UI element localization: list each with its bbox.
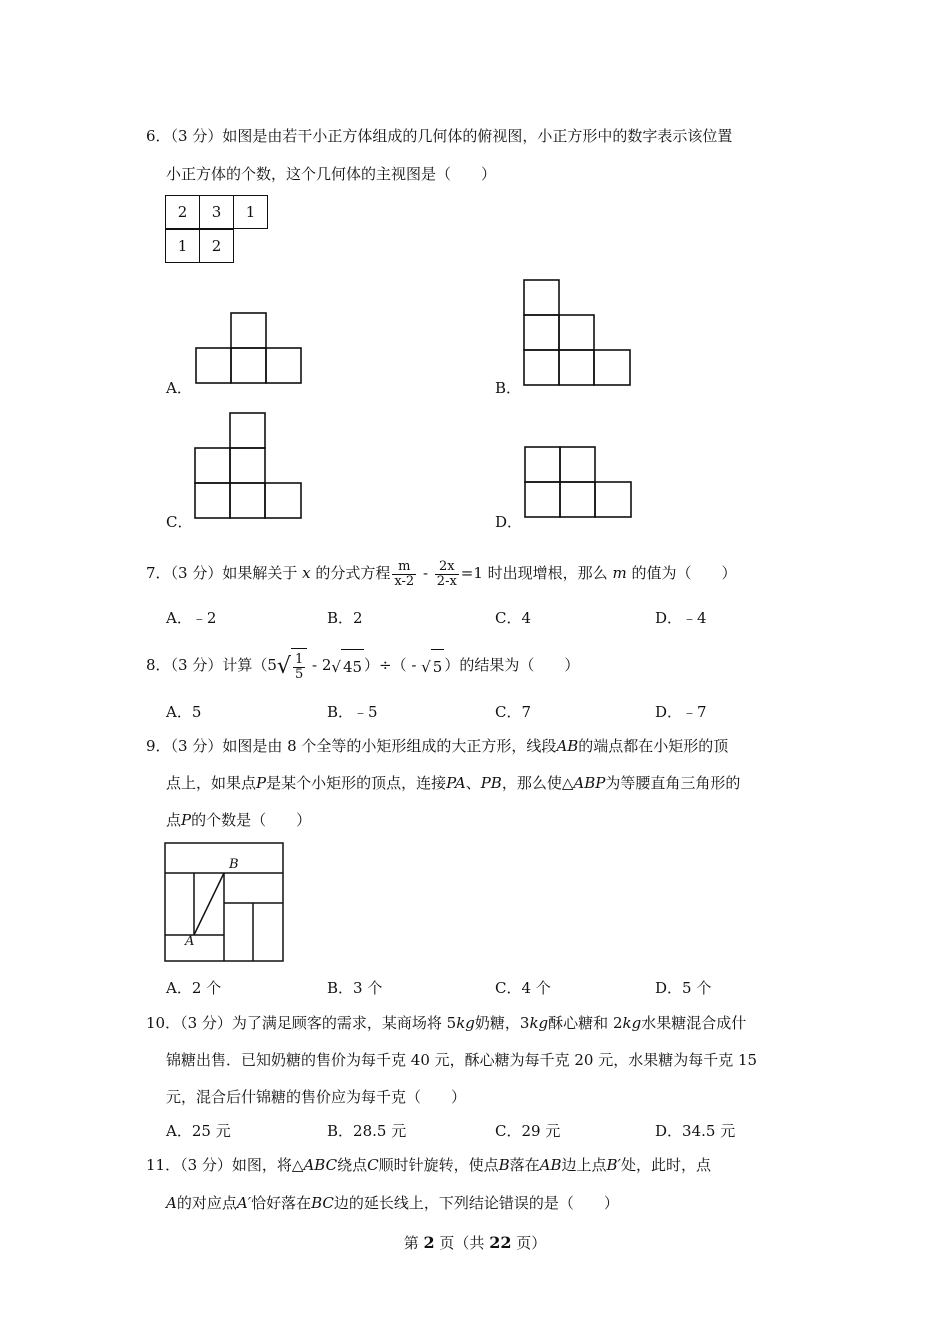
q9-text: 是某个小矩形的顶点，连接 (266, 774, 447, 792)
q6-option-d-label[interactable]: D． (495, 513, 523, 531)
q8-option-c[interactable]: C．7 (495, 703, 532, 721)
q7-text: 的分式方程 (315, 564, 391, 582)
radicand: 45 (341, 649, 364, 684)
q7-var-m: m (612, 564, 627, 582)
q8-sqrt-5: √ 5 (421, 649, 444, 684)
top-view-cell: 1 (233, 195, 268, 229)
q10-unit: kg (529, 1014, 549, 1032)
q10-line3: 元，混合后什锦糖的售价应为每千克（ ） (166, 1088, 467, 1106)
q7-text: 7．（3 分）如果解关于 (146, 564, 298, 582)
q11-text: 11．（3 分）如图，将△ (146, 1156, 304, 1174)
q7-fraction-2 (435, 560, 459, 589)
q10-option-d[interactable]: D．34.5 元 (655, 1122, 736, 1140)
q8-sqrt-45: √ 45 (331, 649, 364, 684)
q6-option-b-label[interactable]: B． (495, 379, 522, 397)
q11-text: 边的延长线上，下列结论错误的是（ ） (333, 1194, 619, 1212)
q9-text: 、 (465, 774, 481, 792)
q7-option-b[interactable]: B．2 (327, 609, 363, 627)
q7-text: 的值为（ ） (631, 564, 737, 582)
q11-line2 (166, 1193, 619, 1213)
q11-var: A (166, 1194, 177, 1212)
q7-text: =1 时出现增根，那么 (460, 564, 608, 582)
q9-var: P (181, 811, 192, 829)
q10-option-c[interactable]: C．29 元 (495, 1122, 561, 1140)
q8-option-a[interactable]: A．5 (166, 703, 202, 721)
q9-var: ABP (573, 774, 606, 792)
top-view-cell: 3 (199, 195, 234, 229)
q11-text: 边上点 (561, 1156, 607, 1174)
q11-text: 恰好落在 (251, 1194, 312, 1212)
q10-text: 水果糖混合成什 (641, 1014, 747, 1032)
q8-sqrt-fraction: √ $\frac{1}{5}$ (277, 648, 307, 684)
q9-var: AB (556, 737, 579, 755)
q8-option-b[interactable]: B．﹣5 (327, 703, 378, 721)
q9-var: P (256, 774, 267, 792)
radicand: 5 (431, 649, 445, 684)
q9-line1 (146, 736, 728, 756)
footer-page-number: 2 (423, 1233, 435, 1252)
q10-text: 10．（3 分）为了满足顾客的需求，某商场将 5 (146, 1014, 457, 1032)
q6-option-c-figure[interactable] (194, 412, 304, 520)
top-view-cell: 1 (165, 229, 200, 263)
q11-var: ABC (303, 1156, 338, 1174)
q7-option-d[interactable]: D．﹣4 (655, 609, 707, 627)
q9-option-a[interactable]: A．2 个 (166, 979, 222, 997)
q9-option-b[interactable]: B．3 个 (327, 979, 383, 997)
q6-option-d-figure[interactable] (524, 446, 634, 520)
q9-rectangle-figure (164, 842, 286, 964)
q8-option-d[interactable]: D．﹣7 (655, 703, 707, 721)
q10-line2: 锦糖出售．已知奶糖的售价为每千克 40 元，酥心糖为每千克 20 元，水果糖为每千克 15 (166, 1051, 758, 1069)
q6-option-c-label[interactable]: C． (166, 513, 193, 531)
top-view-cell: 2 (165, 195, 200, 229)
q9-line2 (166, 773, 740, 793)
q11-var: AB (539, 1156, 562, 1174)
q6-line2: 小正方体的个数，这个几何体的主视图是（ ） (166, 165, 497, 183)
q10-text: 酥心糖和 2 (548, 1014, 623, 1032)
footer-text: 第 (403, 1234, 424, 1252)
q8-text: ）÷（ - (364, 656, 422, 674)
q6-line1: 6．（3 分）如图是由若干小正方体组成的几何体的俯视图，小正方形中的数字表示该位置 (146, 127, 733, 145)
fraction-numerator: 1 (294, 651, 304, 667)
footer-text: 页（共 (434, 1234, 490, 1252)
page-footer (0, 1232, 950, 1253)
q7-var-x: x (302, 564, 311, 582)
q11-text: 落在 (509, 1156, 540, 1174)
fraction-denominator: 2-x (436, 573, 457, 589)
fraction-numerator: m (392, 560, 416, 575)
q11-text: 处，此时，点 (620, 1156, 711, 1174)
q11-text: 的对应点 (176, 1194, 237, 1212)
q8-line (146, 648, 579, 684)
q10-unit: kg (456, 1014, 475, 1032)
footer-total-pages: 22 (489, 1233, 512, 1252)
footer-text: 页） (511, 1234, 547, 1252)
q9-line3 (166, 810, 311, 830)
q9-var: PB (480, 774, 502, 792)
q11-text: 绕点 (337, 1156, 368, 1174)
top-view-cell: 2 (199, 229, 234, 263)
q9-var: PA (446, 774, 466, 792)
q9-text: ，那么使△ (501, 774, 574, 792)
q7-option-c[interactable]: C．4 (495, 609, 532, 627)
q11-var: B′ (606, 1156, 621, 1174)
q11-var: B (498, 1156, 510, 1174)
q9-point-b-label: B (229, 857, 239, 872)
q9-text: 9．（3 分）如图是由 8 个全等的小矩形组成的大正方形，线段 (146, 737, 557, 755)
q11-text: 顺时针旋转，使点 (378, 1156, 499, 1174)
q8-text: ）的结果为（ ） (444, 656, 580, 674)
q7-minus: - (418, 564, 433, 582)
q11-var: BC (311, 1194, 334, 1212)
fraction-numerator: 2x (435, 560, 459, 575)
q7-option-a[interactable]: A．﹣2 (166, 609, 217, 627)
q7-fraction-1 (392, 560, 416, 589)
q9-text: 点上，如果点 (166, 774, 257, 792)
q9-text: 的端点都在小矩形的顶 (578, 737, 729, 755)
q11-line1 (146, 1155, 711, 1175)
q9-text: 点 (166, 811, 182, 829)
q10-line1 (146, 1013, 746, 1033)
q10-unit: kg (622, 1014, 642, 1032)
fraction-denominator: x-2 (394, 573, 415, 589)
fraction-denominator: 5 (294, 666, 304, 682)
q10-text: 奶糖，3 (474, 1014, 530, 1032)
q9-text: 为等腰直角三角形的 (605, 774, 741, 792)
q11-var: C (367, 1156, 379, 1174)
q10-option-b[interactable]: B．28.5 元 (327, 1122, 407, 1140)
q9-option-d[interactable]: D．5 个 (655, 979, 712, 997)
q7-line (146, 558, 737, 589)
q6-option-a-figure[interactable] (195, 312, 305, 386)
q9-option-c[interactable]: C．4 个 (495, 979, 551, 997)
q6-option-b-figure[interactable] (523, 279, 635, 386)
q6-option-a-label[interactable]: A． (166, 379, 192, 397)
q11-var: A′ (236, 1194, 252, 1212)
q10-option-a[interactable]: A．25 元 (166, 1122, 231, 1140)
q8-text: 8．（3 分）计算（5 (146, 656, 277, 674)
q8-text: - 2 (307, 656, 332, 674)
q9-text: 的个数是（ ） (191, 811, 312, 829)
q9-point-a-label: A (185, 934, 195, 949)
